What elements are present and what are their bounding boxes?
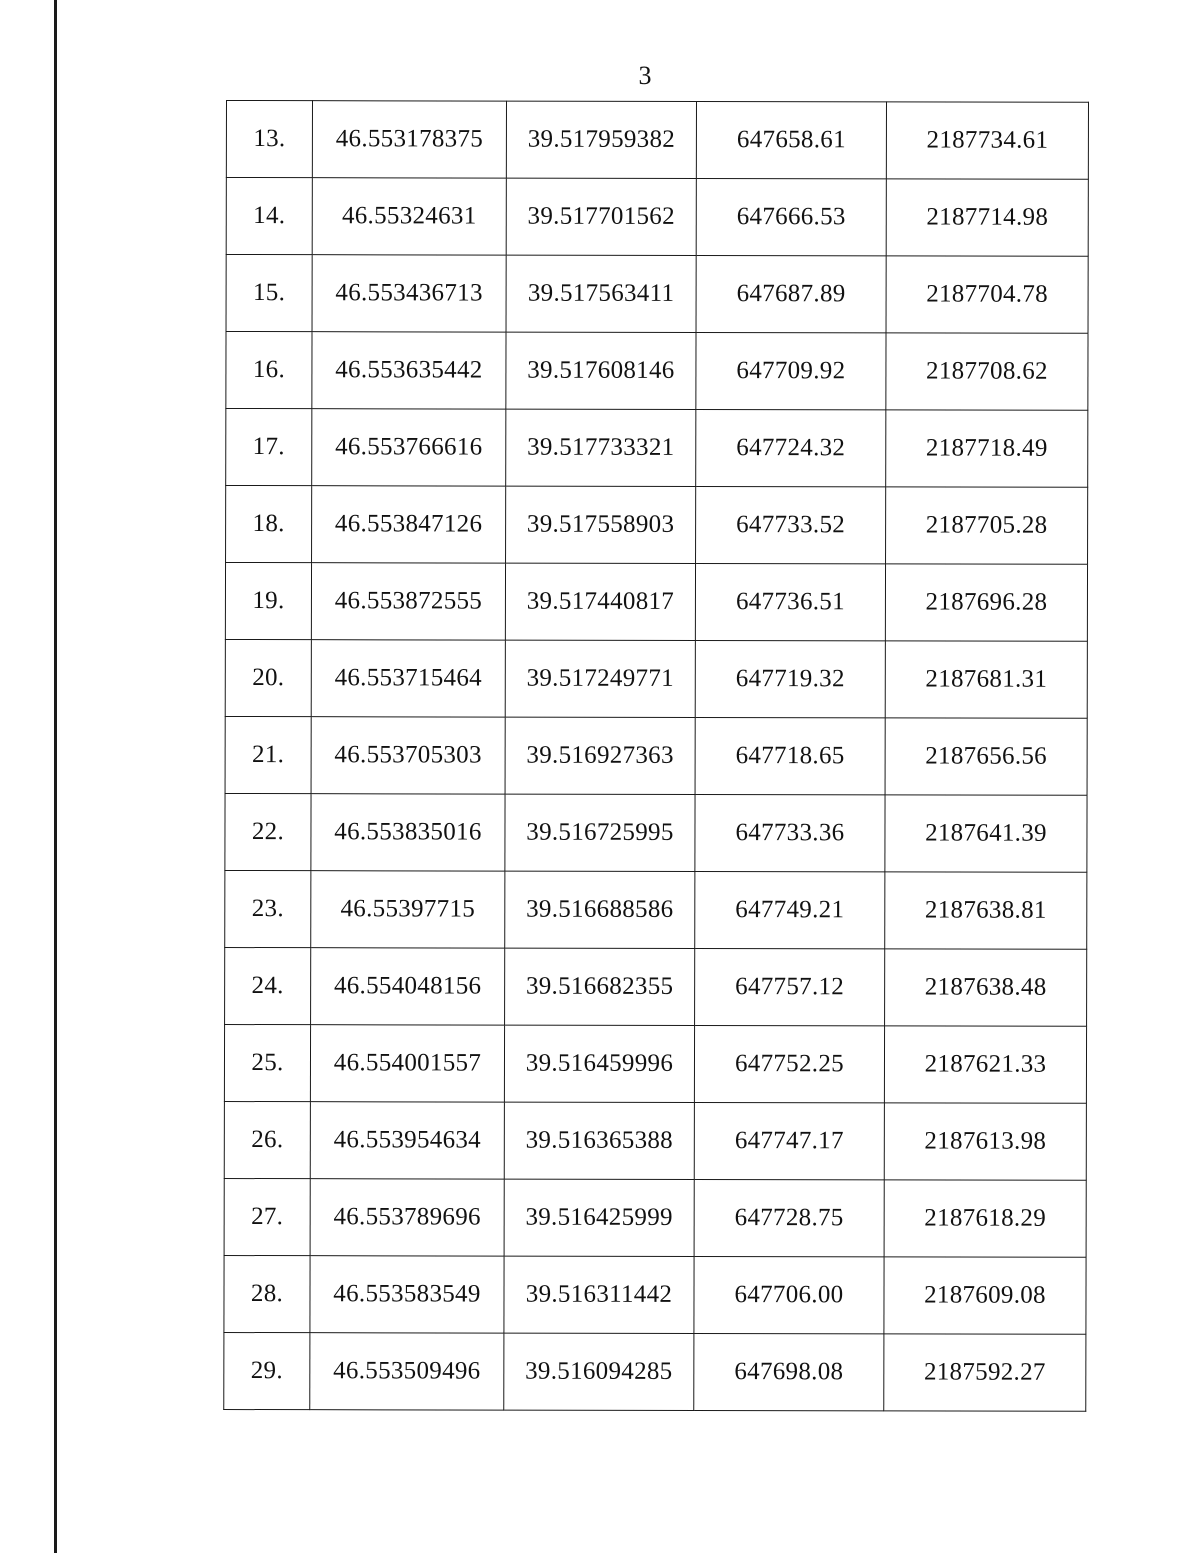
table-row — [225, 563, 1087, 642]
projected-y-cell: 2187696.28 — [885, 564, 1087, 641]
projected-y-cell: 2187638.48 — [885, 949, 1087, 1026]
projected-y-cell: 2187718.49 — [886, 410, 1088, 487]
table-row — [224, 1332, 1086, 1411]
coordinate-cell: 39.517558903 — [506, 486, 696, 563]
coordinate-cell: 39.517701562 — [506, 178, 696, 255]
coordinate-cell: 46.553178375 — [312, 101, 506, 178]
coordinate-cell: 39.516725995 — [505, 794, 695, 871]
coordinate-cell: 39.517249771 — [505, 640, 695, 717]
point-number-cell: 20. — [225, 639, 311, 716]
coordinate-cell: 46.553705303 — [311, 717, 505, 794]
coordinate-cell: 39.516094285 — [504, 1333, 694, 1410]
projected-y-cell: 2187704.78 — [886, 256, 1088, 333]
table-row — [225, 716, 1087, 795]
point-number-cell: 29. — [224, 1332, 310, 1409]
projected-y-cell: 2187708.62 — [886, 333, 1088, 410]
point-number-cell: 25. — [224, 1024, 310, 1101]
point-number-cell: 13. — [226, 101, 312, 178]
coordinate-cell: 46.553766616 — [312, 409, 506, 486]
projected-y-cell: 2187638.81 — [885, 872, 1087, 949]
coordinates-table — [223, 100, 1089, 1412]
coordinate-cell: 39.516425999 — [504, 1179, 694, 1256]
table-row — [225, 793, 1087, 872]
projected-y-cell: 2187592.27 — [884, 1334, 1086, 1411]
table-row — [226, 486, 1088, 565]
coordinate-cell: 39.516459996 — [504, 1025, 694, 1102]
coordinate-cell: 46.553954634 — [310, 1102, 504, 1179]
projected-y-cell: 2187705.28 — [886, 487, 1088, 564]
table-row — [226, 178, 1088, 257]
page-number: 3 — [638, 61, 652, 90]
coordinate-cell: 39.517608146 — [506, 332, 696, 409]
table-row — [224, 1101, 1086, 1180]
table-row — [225, 870, 1087, 949]
projected-x-cell: 647752.25 — [694, 1025, 884, 1102]
point-number-cell: 28. — [224, 1255, 310, 1332]
coordinate-cell: 39.516688586 — [505, 871, 695, 948]
projected-x-cell: 647706.00 — [694, 1256, 884, 1333]
coordinate-cell: 46.553509496 — [310, 1333, 504, 1410]
projected-y-cell: 2187609.08 — [884, 1257, 1086, 1334]
projected-y-cell: 2187621.33 — [884, 1026, 1086, 1103]
table-row — [226, 101, 1088, 180]
coordinate-cell: 46.554001557 — [310, 1025, 504, 1102]
point-number-cell: 18. — [226, 486, 312, 563]
projected-y-cell: 2187618.29 — [884, 1180, 1086, 1257]
projected-x-cell: 647709.92 — [696, 332, 886, 409]
coordinates-table-body — [224, 101, 1089, 1412]
point-number-cell: 24. — [225, 947, 311, 1024]
projected-x-cell: 647658.61 — [696, 101, 886, 178]
projected-y-cell: 2187613.98 — [884, 1103, 1086, 1180]
point-number-cell: 15. — [226, 255, 312, 332]
coordinate-cell: 46.55324631 — [312, 178, 506, 255]
coordinate-cell: 46.553847126 — [312, 486, 506, 563]
table-row — [225, 947, 1087, 1026]
projected-x-cell: 647736.51 — [695, 563, 885, 640]
point-number-cell: 23. — [225, 870, 311, 947]
coordinate-cell: 39.516311442 — [504, 1256, 694, 1333]
projected-x-cell: 647728.75 — [694, 1179, 884, 1256]
point-number-cell: 17. — [226, 409, 312, 486]
coordinate-cell: 39.517959382 — [506, 101, 696, 178]
coordinate-cell: 39.517440817 — [505, 563, 695, 640]
coordinate-cell: 46.553872555 — [311, 563, 505, 640]
projected-y-cell: 2187656.56 — [885, 718, 1087, 795]
coordinate-cell: 39.516927363 — [505, 717, 695, 794]
coordinate-cell: 46.55397715 — [311, 871, 505, 948]
point-number-cell: 21. — [225, 716, 311, 793]
projected-x-cell: 647757.12 — [695, 948, 885, 1025]
projected-y-cell: 2187734.61 — [886, 102, 1088, 179]
point-number-cell: 14. — [226, 178, 312, 255]
coordinate-cell: 39.516365388 — [504, 1102, 694, 1179]
projected-x-cell: 647698.08 — [694, 1333, 884, 1410]
point-number-cell: 19. — [225, 563, 311, 640]
table-row — [225, 639, 1087, 718]
projected-y-cell: 2187714.98 — [886, 179, 1088, 256]
coordinate-cell: 46.554048156 — [311, 948, 505, 1025]
projected-x-cell: 647719.32 — [695, 640, 885, 717]
projected-x-cell: 647724.32 — [696, 409, 886, 486]
coordinate-cell: 46.553583549 — [310, 1256, 504, 1333]
projected-x-cell: 647687.89 — [696, 255, 886, 332]
point-number-cell: 27. — [224, 1178, 310, 1255]
coordinate-cell: 46.553635442 — [312, 332, 506, 409]
projected-x-cell: 647666.53 — [696, 178, 886, 255]
coordinate-cell: 39.516682355 — [505, 948, 695, 1025]
projected-x-cell: 647747.17 — [694, 1102, 884, 1179]
projected-x-cell: 647718.65 — [695, 717, 885, 794]
coordinate-cell: 46.553835016 — [311, 794, 505, 871]
coordinate-cell: 39.517733321 — [506, 409, 696, 486]
coordinate-cell: 46.553789696 — [310, 1179, 504, 1256]
table-row — [224, 1178, 1086, 1257]
table-row — [224, 1255, 1086, 1334]
scan-edge-line — [54, 0, 57, 1553]
projected-y-cell: 2187641.39 — [885, 795, 1087, 872]
coordinate-cell: 39.517563411 — [506, 255, 696, 332]
point-number-cell: 22. — [225, 793, 311, 870]
table-row — [224, 1024, 1086, 1103]
table-row — [226, 255, 1088, 334]
point-number-cell: 26. — [224, 1101, 310, 1178]
projected-y-cell: 2187681.31 — [885, 641, 1087, 718]
coordinate-cell: 46.553715464 — [311, 640, 505, 717]
coordinate-cell: 46.553436713 — [312, 255, 506, 332]
projected-x-cell: 647733.36 — [695, 794, 885, 871]
projected-x-cell: 647749.21 — [695, 871, 885, 948]
projected-x-cell: 647733.52 — [696, 486, 886, 563]
point-number-cell: 16. — [226, 332, 312, 409]
table-row — [226, 332, 1088, 411]
table-row — [226, 409, 1088, 488]
